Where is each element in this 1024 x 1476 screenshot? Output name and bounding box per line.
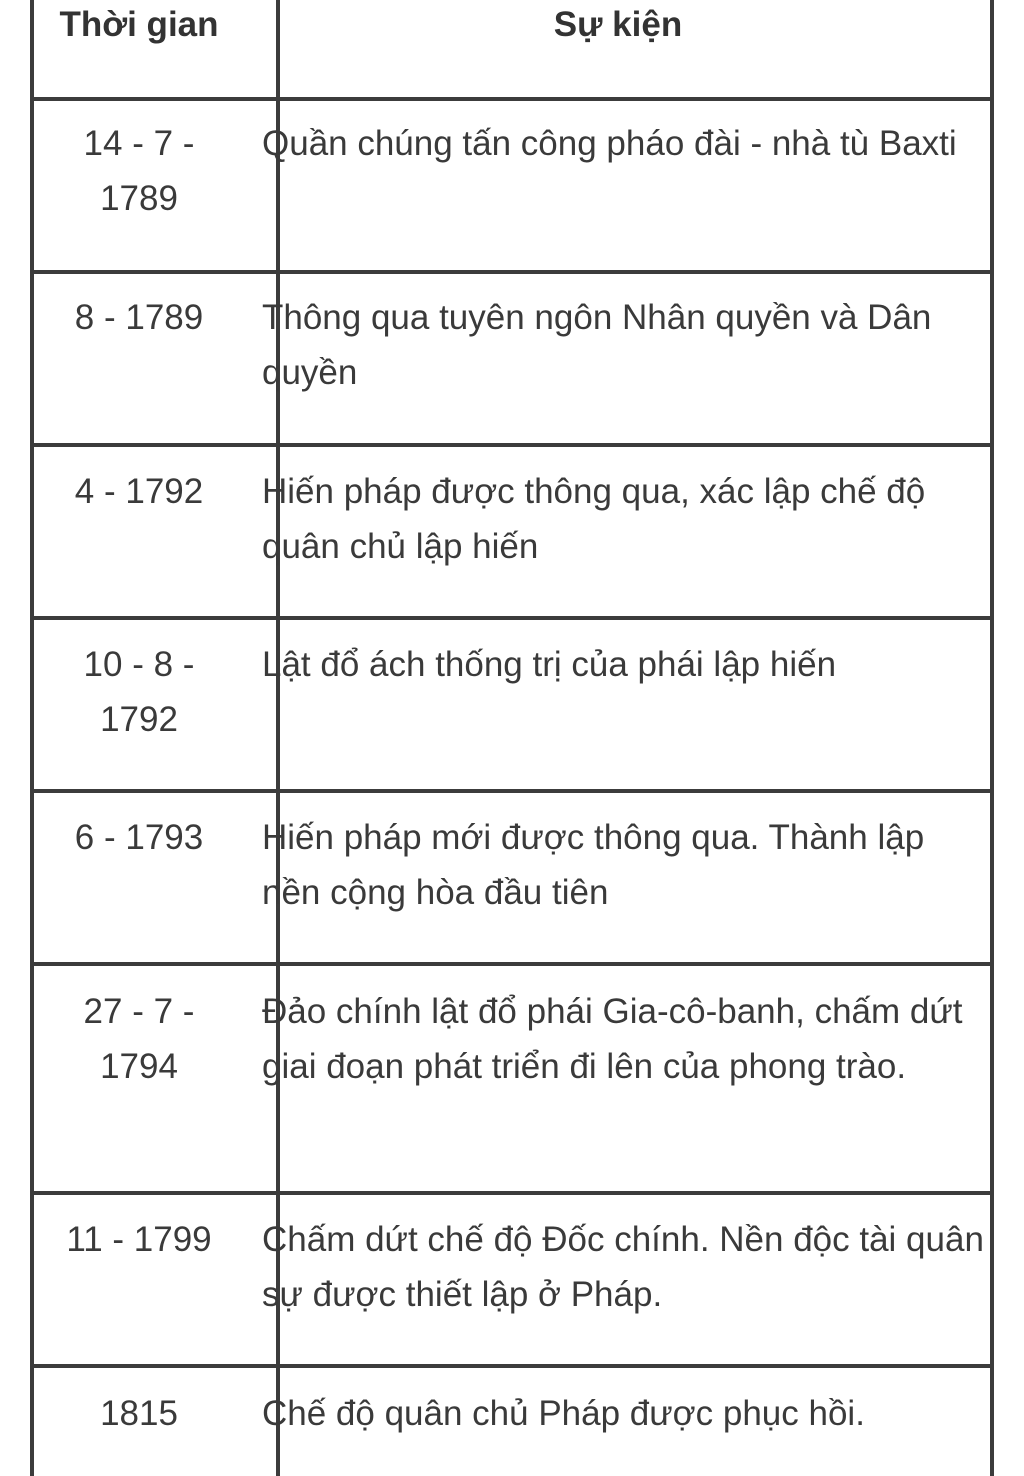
row-divider [34, 97, 990, 101]
row-divider [34, 962, 990, 966]
table-row-time: 6 - 1793 [74, 818, 204, 857]
table-row-time: 11 - 1799 [66, 1220, 212, 1259]
table-row-event: Lật đổ ách thống trị của phái lập hiến [262, 645, 837, 684]
table-row-event: Chấm dứt chế độ Đốc chính. Nền độc tài quân sự được thiết lập ở Pháp. [262, 1220, 984, 1314]
table-row-event: Đảo chính lật đổ phái Gia-cô-banh, chấm dứt giai đoạn phát triển đi lên của phong trào. [262, 992, 963, 1086]
row-divider [34, 616, 990, 620]
row-divider [34, 1364, 990, 1368]
header-time: Thời gian [59, 5, 219, 44]
table-row-time: 10 - 8 - 1792 [83, 645, 195, 739]
table-row-event: Hiến pháp được thông qua, xác lập chế độ quân chủ lập hiến [262, 472, 926, 566]
table-row-time: 1815 [100, 1394, 178, 1433]
table-row-time: 14 - 7 - 1789 [83, 124, 195, 218]
row-divider [34, 270, 990, 274]
table-row-time: 4 - 1792 [74, 472, 204, 511]
row-divider [34, 789, 990, 793]
table-row-event: Chế độ quân chủ Pháp được phục hồi. [262, 1394, 865, 1433]
row-divider [34, 1191, 990, 1195]
table-row-event: Hiến pháp mới được thông qua. Thành lập nền cộng hòa đầu tiên [262, 818, 925, 912]
table-row-event: Quần chúng tấn công pháo đài - nhà tù Baxti [262, 124, 957, 163]
row-divider [34, 443, 990, 447]
table-row-time: 27 - 7 - 1794 [83, 992, 195, 1086]
table-row-event: Thông qua tuyên ngôn Nhân quyền và Dân quyền [262, 298, 932, 392]
table-row-time: 8 - 1789 [74, 298, 204, 337]
header-event: Sự kiện [553, 5, 683, 44]
